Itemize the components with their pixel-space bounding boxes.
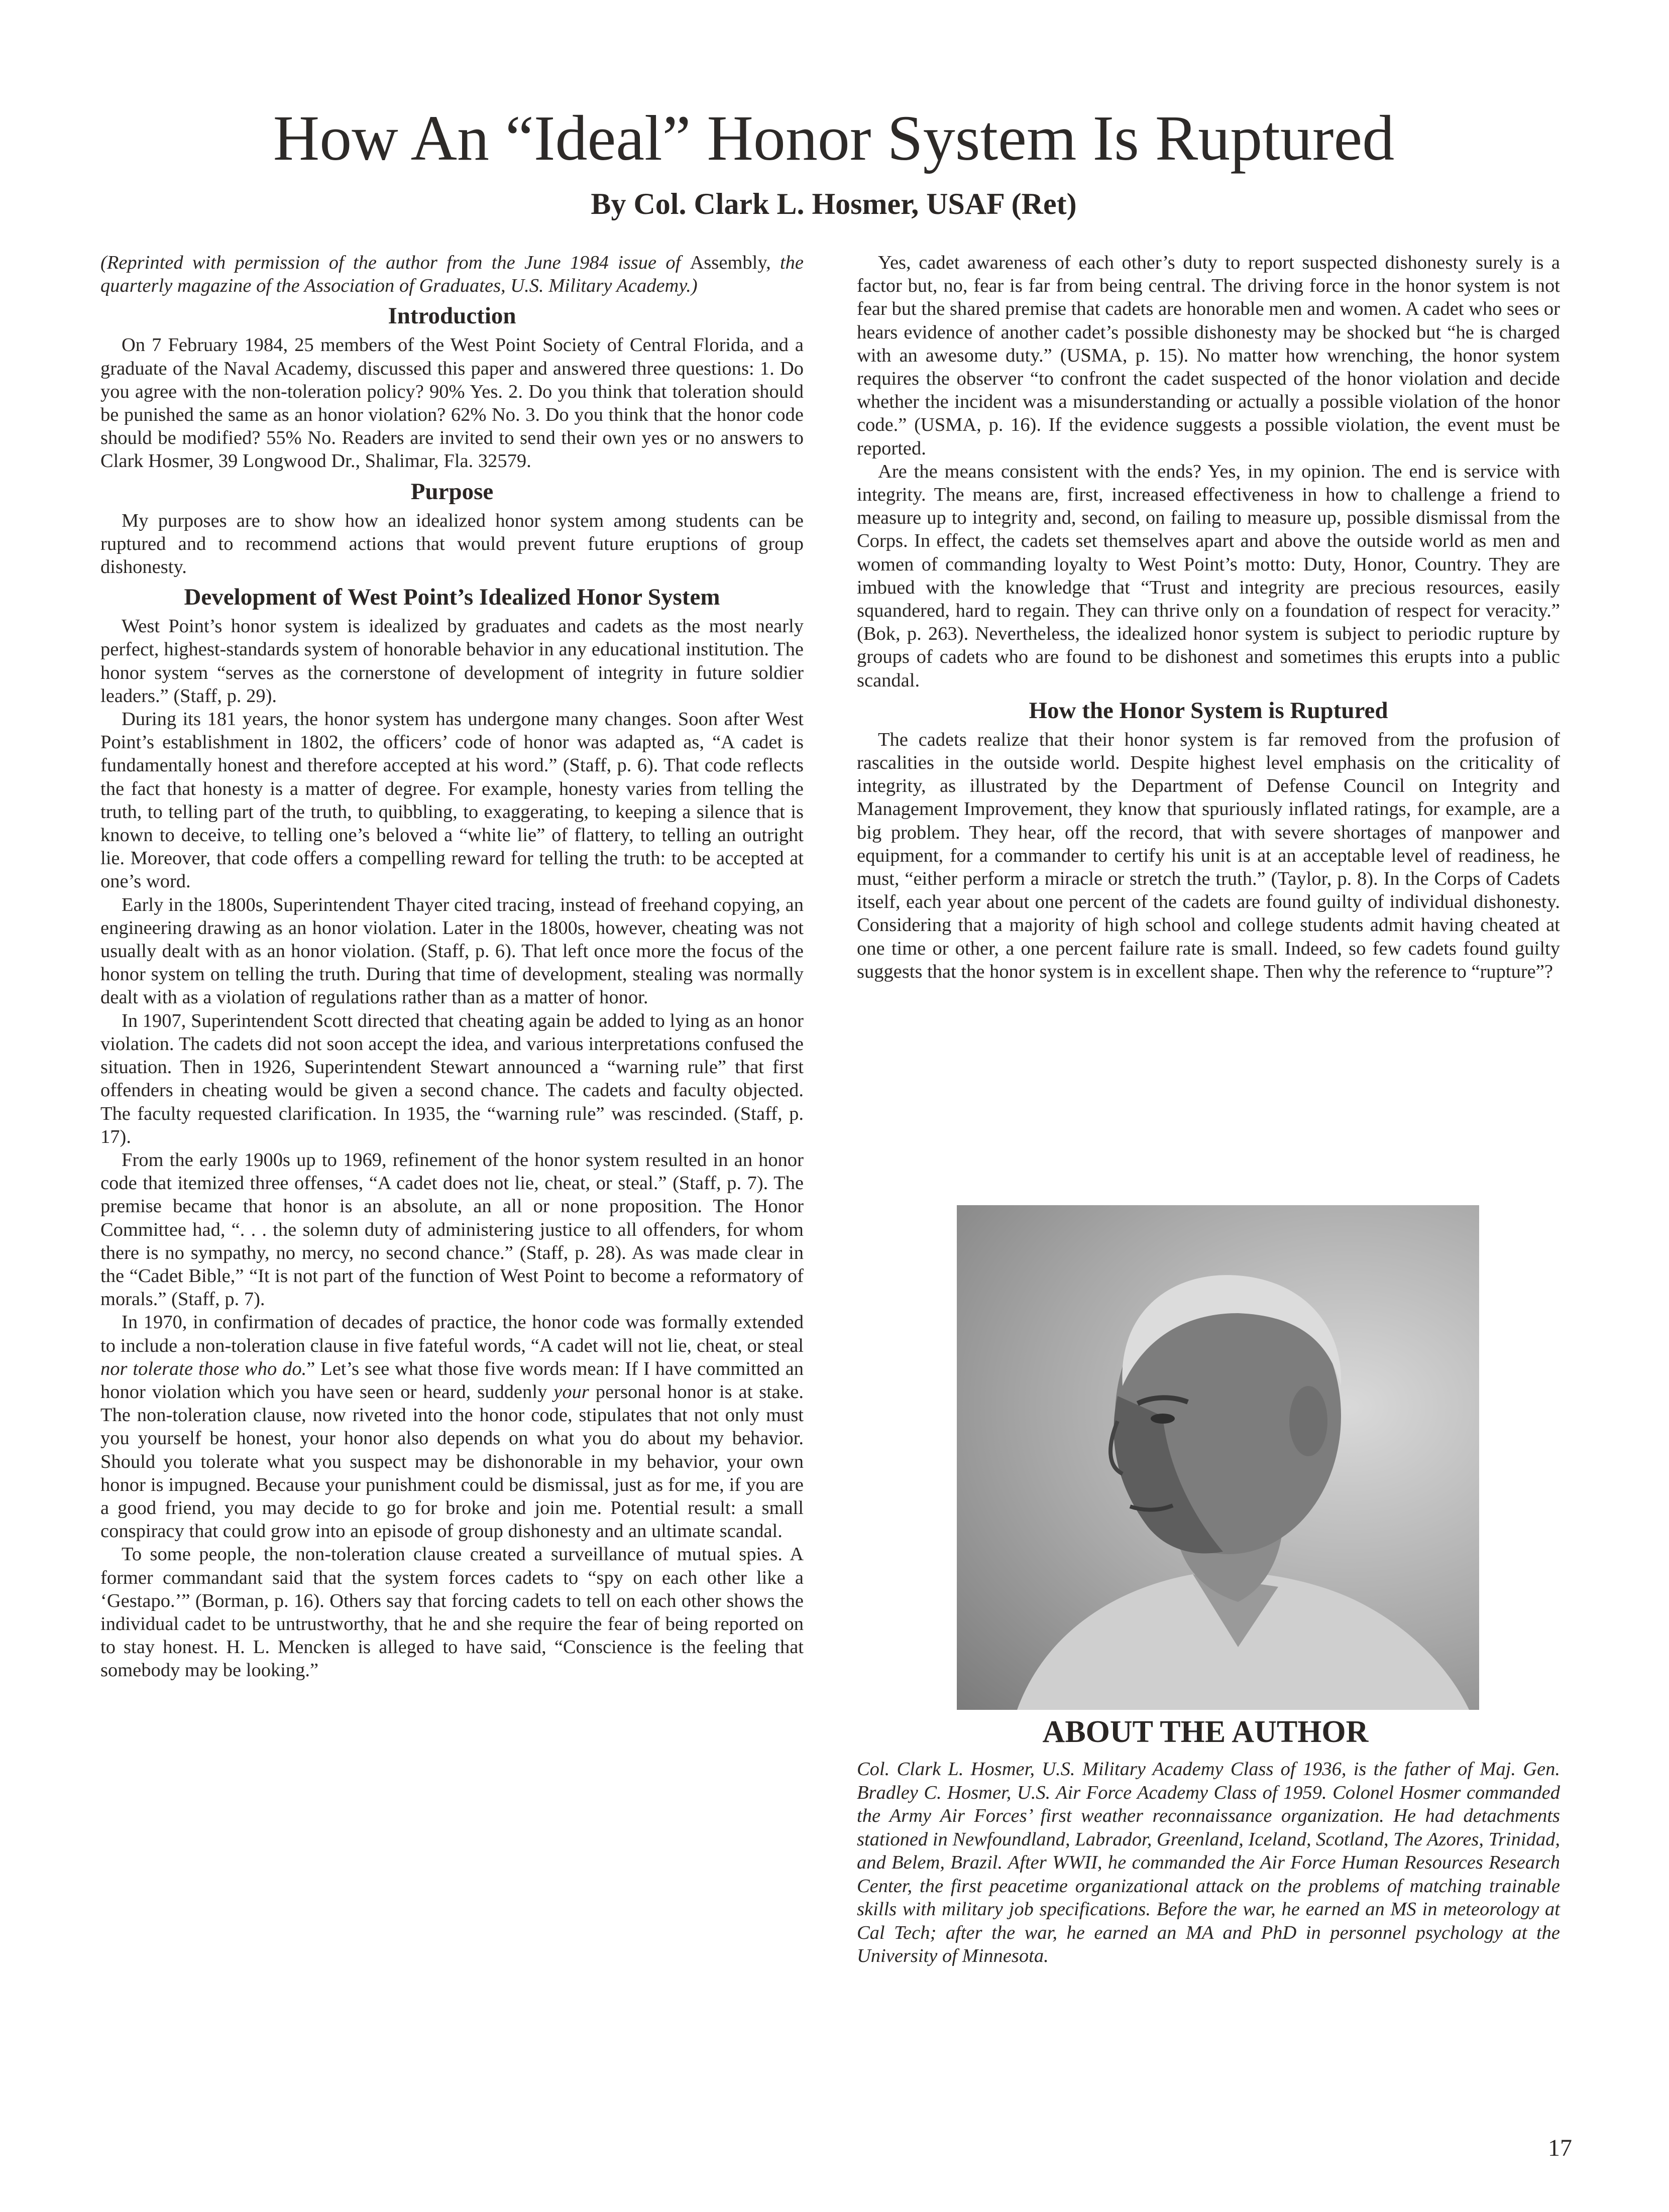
development-paragraph: From the early 1900s up to 1969, refinement of the honor system resulted in an honor code that itemized three offenses, “A cadet does not lie, cheat, or steal.” (Staff, p. 7). The premise became that honor is an absolute, an all or none proposition. The Honor Committee had, “. . . the solemn duty of administering justice to all offenders, for whom there is no sympathy, no mercy, no second chance.” (Staff, p. 28). As was made clear in the “Cadet Bible,” “It is not part of the function of West Point to become a reformatory of morals.” (Staff, p. 7). xyxy=(100,1149,804,1310)
magazine-name: Assembly, xyxy=(690,252,771,273)
emphasis-your: your xyxy=(553,1381,589,1403)
author-portrait-illustration xyxy=(957,1205,1479,1710)
development-paragraph-1970: In 1970, in confirmation of decades of practice, the honor code was formally extended to include a non-toleration clause in five fateful words, “A cadet will not lie, cheat, or steal nor tolerate those who do.” Let’s see what those five words mean: If I have committed an honor violation which you have seen or heard, suddenly your personal honor is at stake. The non-toleration clause, now riveted into the honor code, stipulates that not only must you yourself be honest, your honor also depends on what you do about my behavior. Should you tolerate what you suspect may be dishonorable in my behavior, your own honor is impugned. Because your punishment could be dismissal, just as for me, if you are a good friend, you may decide to go for broke and join me. Potential result: a small conspiracy that could grow into an episode of group dishonesty and an ultimate scandal. xyxy=(100,1312,804,1542)
development-paragraph: To some people, the non-toleration clause created a surveillance of mutual spies. A former commandant said that the system forces cadets to “spy on each other like a ‘Gestapo.’” (Borman, p. 16). Others say that forcing cadets to tell on each other shows the individual cadet to be untrustworthy, that he and she require the fear of being reported on to stay honest. H. L. Mencken is alleged to have said, “Conscience is the feeling that somebody may be looking.” xyxy=(100,1544,804,1681)
development-paragraph: West Point’s honor system is idealized by graduates and cadets as the most nearly perfect, highest-standards system of honorable behavior in any educational institution. The honor system “serves as the cornerstone of development of integrity in future soldier leaders.” (Staff, p. 29). xyxy=(100,616,804,707)
purpose-heading: Purpose xyxy=(410,478,494,505)
article-byline: By Col. Clark L. Hosmer, USAF (Ret) xyxy=(591,187,1077,220)
reprint-note: (Reprinted with permission of the author from the June 1984 issue of Assembly, the quarterly magazine of the Association of Graduates, U.S. Military Academy.) xyxy=(100,252,804,297)
purpose-paragraph: My purposes are to show how an idealized honor system among students can be ruptured and to recommend actions that would prevent future eruptions of group dishonesty. xyxy=(100,510,804,578)
right-column xyxy=(857,251,1560,983)
body-paragraph: Are the means consistent with the ends? Yes, in my opinion. The end is service with integrity. The means are, first, increased effectiveness in how to challenge a friend to measure up to integrity and, second, on failing to measure up, possible dismissal from the Corps. In effect, the cadets set themselves apart and above the outside world as men and women of commanding loyalty to West Point’s motto: Duty, Honor, Country. They are imbued with the knowledge that “Trust and integrity are precious resources, easily squandered, hard to regain. They can thrive only on a foundation of respect for veracity.” (Bok, p. 263). Nevertheless, the idealized honor system is subject to periodic rupture by groups of cadets who are found to be dishonest and sometimes this erupts into a public scandal. xyxy=(857,460,1560,691)
body-paragraph: Yes, cadet awareness of each other’s duty to report suspected dishonesty surely is a factor but, no, fear is far from being central. The driving force in the honor system is not fear but the shared premise that cadets are honorable men and women. A cadet who sees or hears evidence of another cadet’s possible dishonesty may be shocked but “he is charged with an awesome duty.” (USMA, p. 15). No matter how wrenching, the honor system requires the observer “to confront the cadet suspected of the honor violation and decide whether the incident was a misunderstanding or actually a possible violation of the honor code.” (USMA, p. 16). If the evidence suggests a possible violation, the event must be reported. xyxy=(857,252,1560,459)
about-author-block xyxy=(857,1758,1560,1968)
page-number: 17 xyxy=(1548,2135,1572,2161)
emphasis-text: nor tolerate those who do. xyxy=(100,1358,307,1379)
article-title: How An “Ideal” Honor System Is Ruptured xyxy=(273,102,1395,174)
about-author-text: Col. Clark L. Hosmer, U.S. Military Academy Class of 1936, is the father of Maj. Gen. Bradley C. Hosmer, U.S. Air Force Academy Class of 1959. Colonel Hosmer commanded the Army Air Forces’ first weather reconnaissance organization. He had detachments stationed in Newfoundland, Labrador, Greenland, Iceland, Scotland, The Azores, Trinidad, and Belem, Brazil. After WWII, he commanded the Air Force Human Resources Research Center, the first peacetime organizational attack on the problems of matching trainable skills with military job specifications. Before the war, he earned an MS in meteorology at Cal Tech; after the war, he earned an MA and PhD in personnel psychology at the University of Minnesota. xyxy=(857,1759,1560,1966)
author-photo xyxy=(957,1205,1479,1710)
left-column xyxy=(100,251,804,1682)
development-paragraph: During its 181 years, the honor system has undergone many changes. Soon after West Point’s establishment in 1802, the officers’ code of honor was adapted as, “A cadet is fundamentally honest and therefore accepted at his word.” (Staff, p. 6). That code reflects the fact that honesty is a matter of degree. For example, honesty varies from telling the truth, to telling part of the truth, to quibbling, to exaggerating, to keeping a silence that is known to deceive, to telling one’s beloved a “white lie” of flattery, to telling an outright lie. Moreover, that code offers a compelling reward for telling the truth: to be accepted at one’s word. xyxy=(100,709,804,892)
rupture-heading: How the Honor System is Ruptured xyxy=(1029,697,1388,724)
development-paragraph: Early in the 1800s, Superintendent Thayer cited tracing, instead of freehand copying, an engineering drawing as an honor violation. Later in the 1800s, however, cheating was not usually dealt with as an honor violation. (Staff, p. 6). That left once more the focus of the honor system on telling the truth. During that time of development, stealing was normally dealt with as a violation of regulations rather than as a matter of honor. xyxy=(100,894,804,1008)
introduction-paragraph: On 7 February 1984, 25 members of the West Point Society of Central Florida, and a graduate of the Naval Academy, discussed this paper and answered three questions: 1. Do you agree with the non-toleration policy? 90% Yes. 2. Do you think that toleration should be punished the same as an honor violation? 62% No. 3. Do you think that the honor code should be modified? 55% No. Readers are invited to send their own yes or no answers to Clark Hosmer, 39 Longwood Dr., Shalimar, Fla. 32579. xyxy=(100,334,804,472)
rupture-paragraph: The cadets realize that their honor system is far removed from the profusion of rascalities in the outside world. Despite highest level emphasis on the criticality of integrity, as illustrated by the Department of Defense Council on Integrity and Management Improvement, they know that spuriously inflated ratings, for example, are a big problem. They hear, off the record, that with severe shortages of manpower and equipment, for a commander to certify his unit is at an acceptable level of readiness, he must, “either perform a miracle or stretch the truth.” (Taylor, p. 8). In the Corps of Cadets itself, each year about one percent of the cadets are found guilty of individual dishonesty. Considering that a majority of high school and college students admit having cheated at one time or other, a one percent failure rate is small. Indeed, so few cadets found guilty suggests that the honor system is in excellent shape. Then why the reference to “rupture”? xyxy=(857,729,1560,982)
development-heading: Development of West Point’s Idealized Honor System xyxy=(184,584,720,611)
development-paragraph: In 1907, Superintendent Scott directed that cheating again be added to lying as an honor violation. The cadets did not soon accept the idea, and various interpretations confused the situation. Then in 1926, Superintendent Stewart announced a “warning rule” that first offenders in cheating would be given a second chance. The cadets and faculty objected. The faculty requested clarification. In 1935, the “warning rule” was rescinded. (Staff, p. 17). xyxy=(100,1010,804,1147)
introduction-heading: Introduction xyxy=(388,303,516,329)
about-author-heading: ABOUT THE AUTHOR xyxy=(1042,1715,1369,1749)
